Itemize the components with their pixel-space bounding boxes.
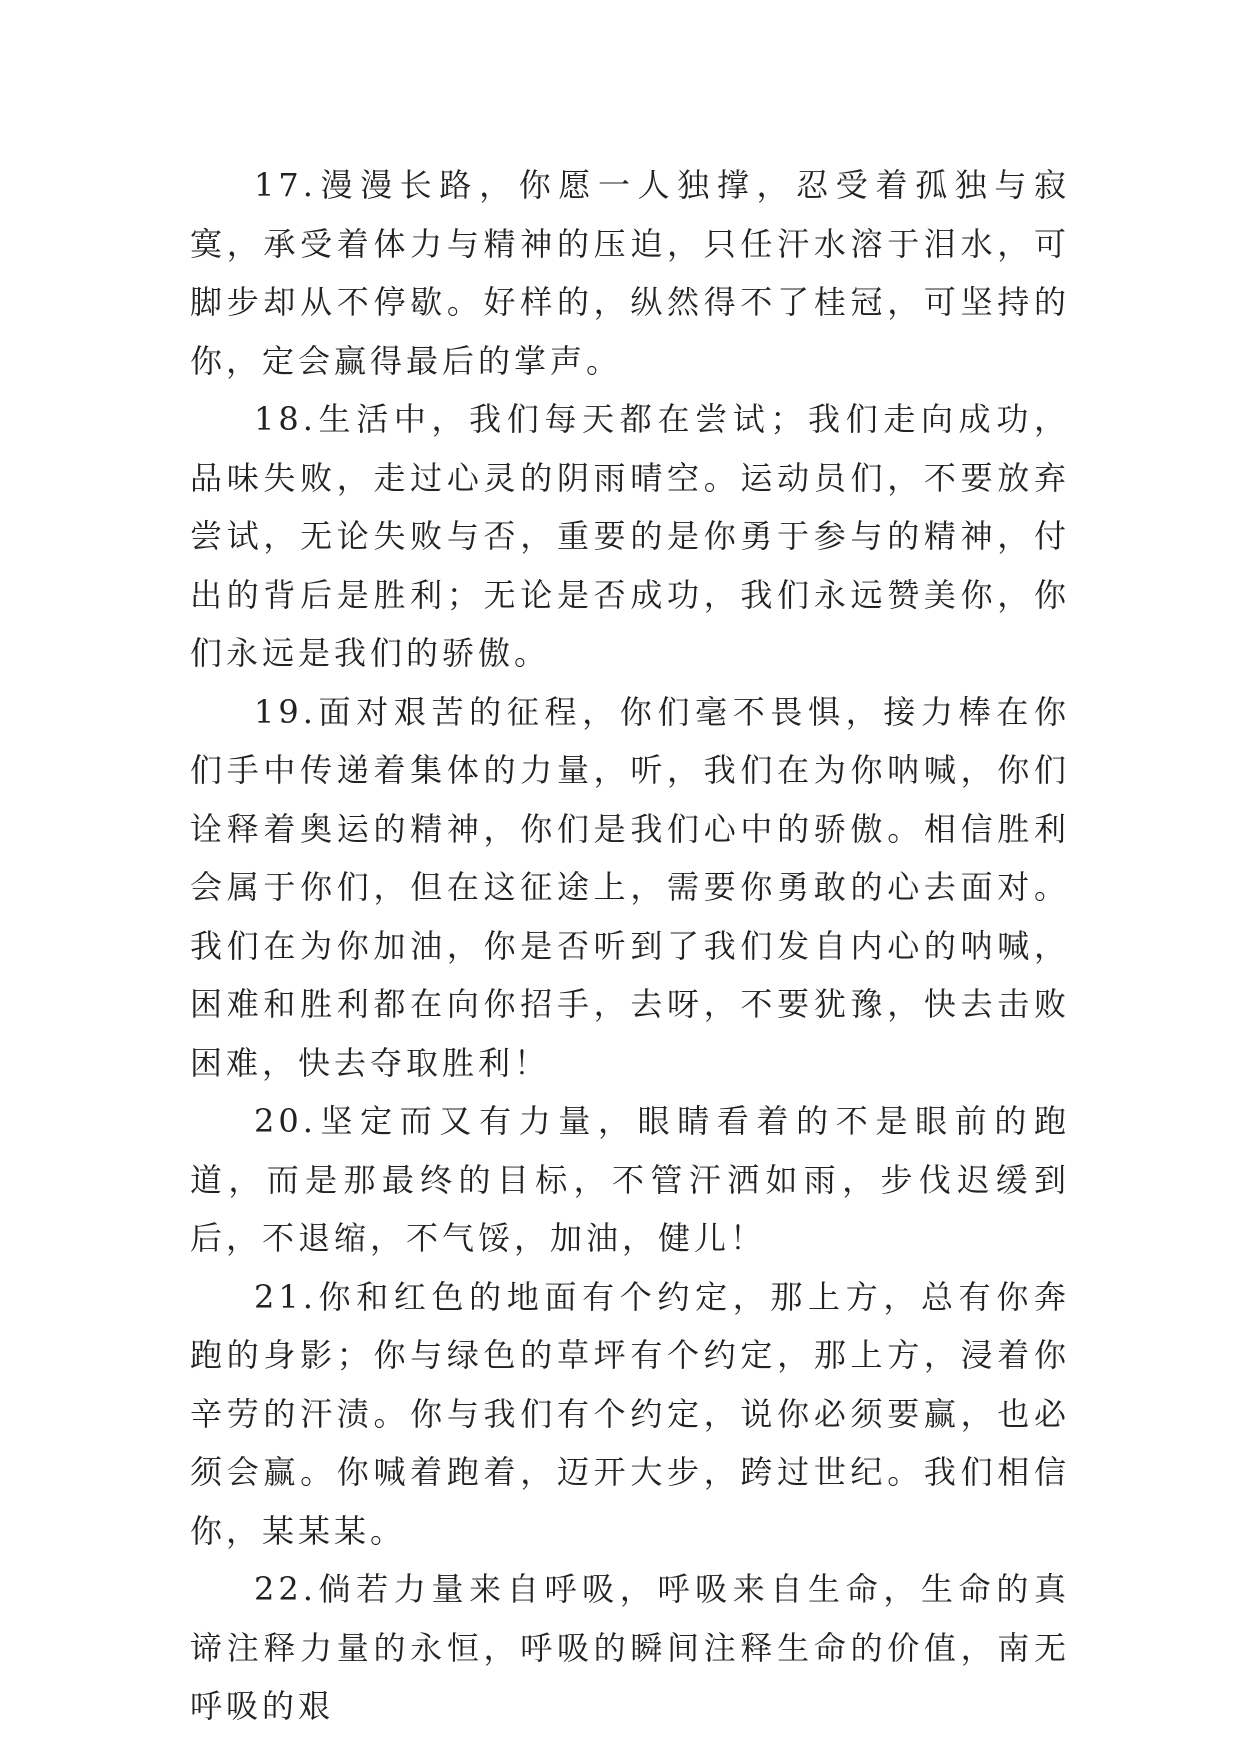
paragraph-18: 18.生活中，我们每天都在尝试；我们走向成功，品味失败，走过心灵的阴雨晴空。运动员们，不要放弃尝试，无论失败与否，重要的是你勇于参与的精神，付出的背后是胜利；无论是否成功，我们永远赞美你，你们永远是我们的骄傲。 [190,400,1070,672]
paragraph-21: 21.你和红色的地面有个约定，那上方，总有你奔跑的身影；你与绿色的草坪有个约定，那上方，浸着你辛劳的汗渍。你与我们有个约定，说你必须要赢，也必须会赢。你喊着跑着，迈开大步，跨过世纪。我们相信你，某某某。 [190,1277,1070,1550]
paragraph-19: 19.面对艰苦的征程，你们毫不畏惧，接力棒在你们手中传递着集体的力量，听，我们在为你呐喊，你们诠释着奥运的精神，你们是我们心中的骄傲。相信胜利会属于你们，但在这征途上，需要你勇敢的心去面对。我们在为你加油，你是否听到了我们发自内心的呐喊，困难和胜利都在向你招手，去呀，不要犹豫，快去击败困难，快去夺取胜利！ [190,692,1070,1082]
paragraph-20: 20.坚定而又有力量，眼睛看着的不是眼前的跑道，而是那最终的目标，不管汗洒如雨，步伐迟缓到后，不退缩，不气馁，加油，健儿！ [190,1102,1070,1257]
paragraph-22: 22.倘若力量来自呼吸，呼吸来自生命，生命的真谛注释力量的永恒，呼吸的瞬间注释生命的价值，南无呼吸的艰 [190,1570,1070,1725]
paragraph-17: 17.漫漫长路，你愿一人独撑，忍受着孤独与寂寞，承受着体力与精神的压迫，只任汗水溶于泪水，可脚步却从不停歇。好样的，纵然得不了桂冠，可坚持的你，定会赢得最后的掌声。 [190,166,1070,380]
document-body [190,156,1070,1736]
